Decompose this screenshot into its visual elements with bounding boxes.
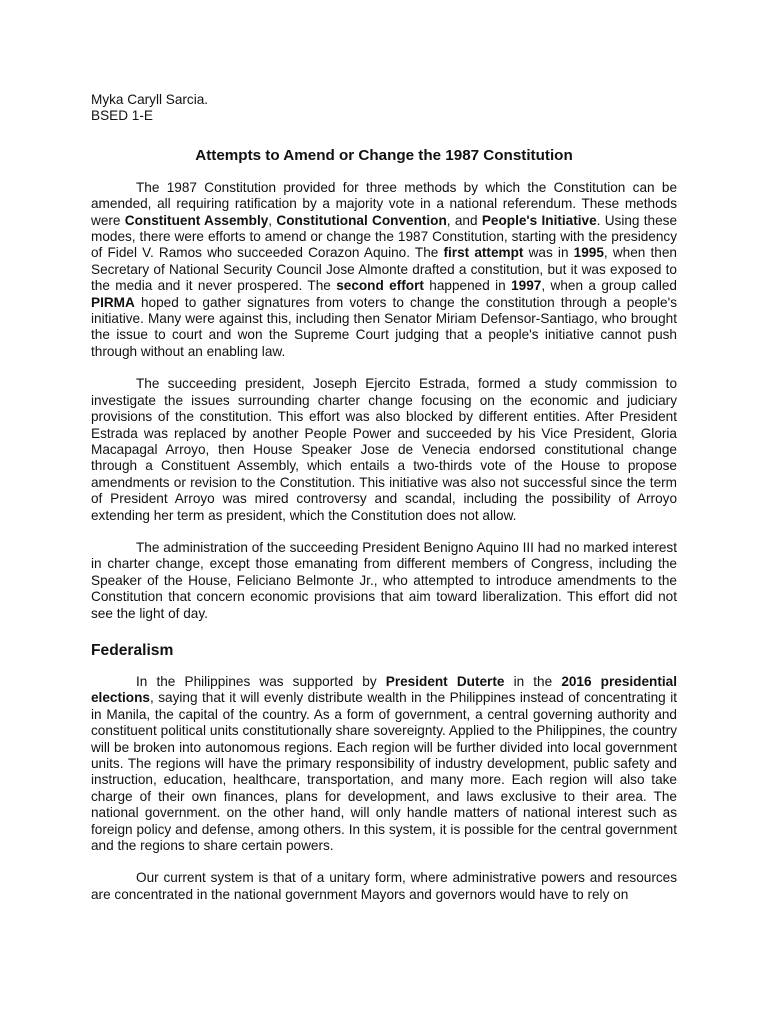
paragraph-amendment-methods: The 1987 Constitution provided for three methods by which the Constitution can be amended, all requiring ratification by a majority vote in a national referendum. These methods were Constituent Assembly, Constitutional Convention, and People's Initiative. Using these modes, there were efforts to amend or change the 1987 Constitution, starting with the presidency of Fidel V. Ramos who succeeded Corazon Aquino. The first attempt was in 1995, when then Secretary of National Security Council Jose Almonte drafted a constitution, but it was exposed to the media and it never prospered. The second effort happened in 1997, when a group called PIRMA hoped to gather signatures from voters to change the constitution through a people's initiative. Many were against this, including then Senator Miriam Defensor-Santiago, who brought the issue to court and won the Supreme Court judging that a people's initiative cannot push through without an enabling law. bbox=[91, 179, 678, 359]
document-title: Attempts to Amend or Change the 1987 Constitution bbox=[195, 146, 573, 164]
bold-term: 1995 bbox=[573, 245, 604, 261]
paragraph-unitary-system: Our current system is that of a unitary form, where administrative powers and resources are concentrated in the national government Mayors and governors would have to rely on bbox=[91, 870, 677, 902]
document-page bbox=[91, 92, 677, 903]
author-name: Myka Caryll Sarcia. bbox=[91, 92, 209, 107]
author-section: BSED 1-E bbox=[91, 108, 153, 124]
bold-term: second effort bbox=[336, 278, 424, 294]
bold-term: Constituent Assembly bbox=[124, 212, 269, 228]
bold-term: PIRMA bbox=[91, 294, 135, 310]
federalism-heading: Federalism bbox=[91, 641, 174, 659]
bold-term: People's Initiative bbox=[481, 212, 597, 228]
paragraph-estrada-arroyo: The succeeding president, Joseph Ejercito Estrada, formed a study commission to investigate the issues surrounding charter change focusing on the economic and judiciary provisions of the constitution. This effort was also blocked by different entities. After President Estrada was replaced by another People Power and succeeded by his Vice President, Gloria Macapagal Arroyo, then House Speaker Jose de Venecia endorsed constitutional change through a Constituent Assembly, which entails a two-thirds vote of the House to propose amendments or revision to the Constitution. This initiative was also not successful since the term of President Arroyo was mired controversy and scandal, including the possibility of Arroyo extending her term as president, which the Constitution does not allow. bbox=[91, 376, 677, 523]
paragraph-aquino: The administration of the succeeding President Benigno Aquino III had no marked interest in charter change, except those emanating from different members of Congress, including the Speaker of the House, Feliciano Belmonte Jr., who attempted to introduce amendments to the Constitution that concern economic provisions that aim toward liberalization. This effort did not see the light of day. bbox=[91, 539, 677, 621]
bold-term: Constitutional Convention bbox=[276, 212, 447, 228]
bold-term: 1997 bbox=[511, 278, 542, 294]
bold-term: first attempt bbox=[443, 245, 524, 261]
paragraph-federalism: In the Philippines was supported by President Duterte in the 2016 presidential elections, saying that it will evenly distribute wealth in the Philippines instead of concentrating it in Manila, the capital of the country. As a form of government, a central governing authority and constituent political units constitutionally share sovereignty. Applied to the Philippines, the country will be broken into autonomous regions. Each region will be further divided into local government units. The regions will have the primary responsibility of industry development, public safety and instruction, education, healthcare, transportation, and many more. Each region will also take charge of their own finances, plans for development, and laws exclusive to their area. The national government. on the other hand, will only handle matters of national interest such as foreign policy and defense, among others. In this system, it is possible for the central government and the regions to share certain powers. bbox=[91, 673, 677, 854]
bold-term: 2016 presidential elections bbox=[91, 673, 677, 706]
bold-term: President Duterte bbox=[385, 673, 505, 689]
